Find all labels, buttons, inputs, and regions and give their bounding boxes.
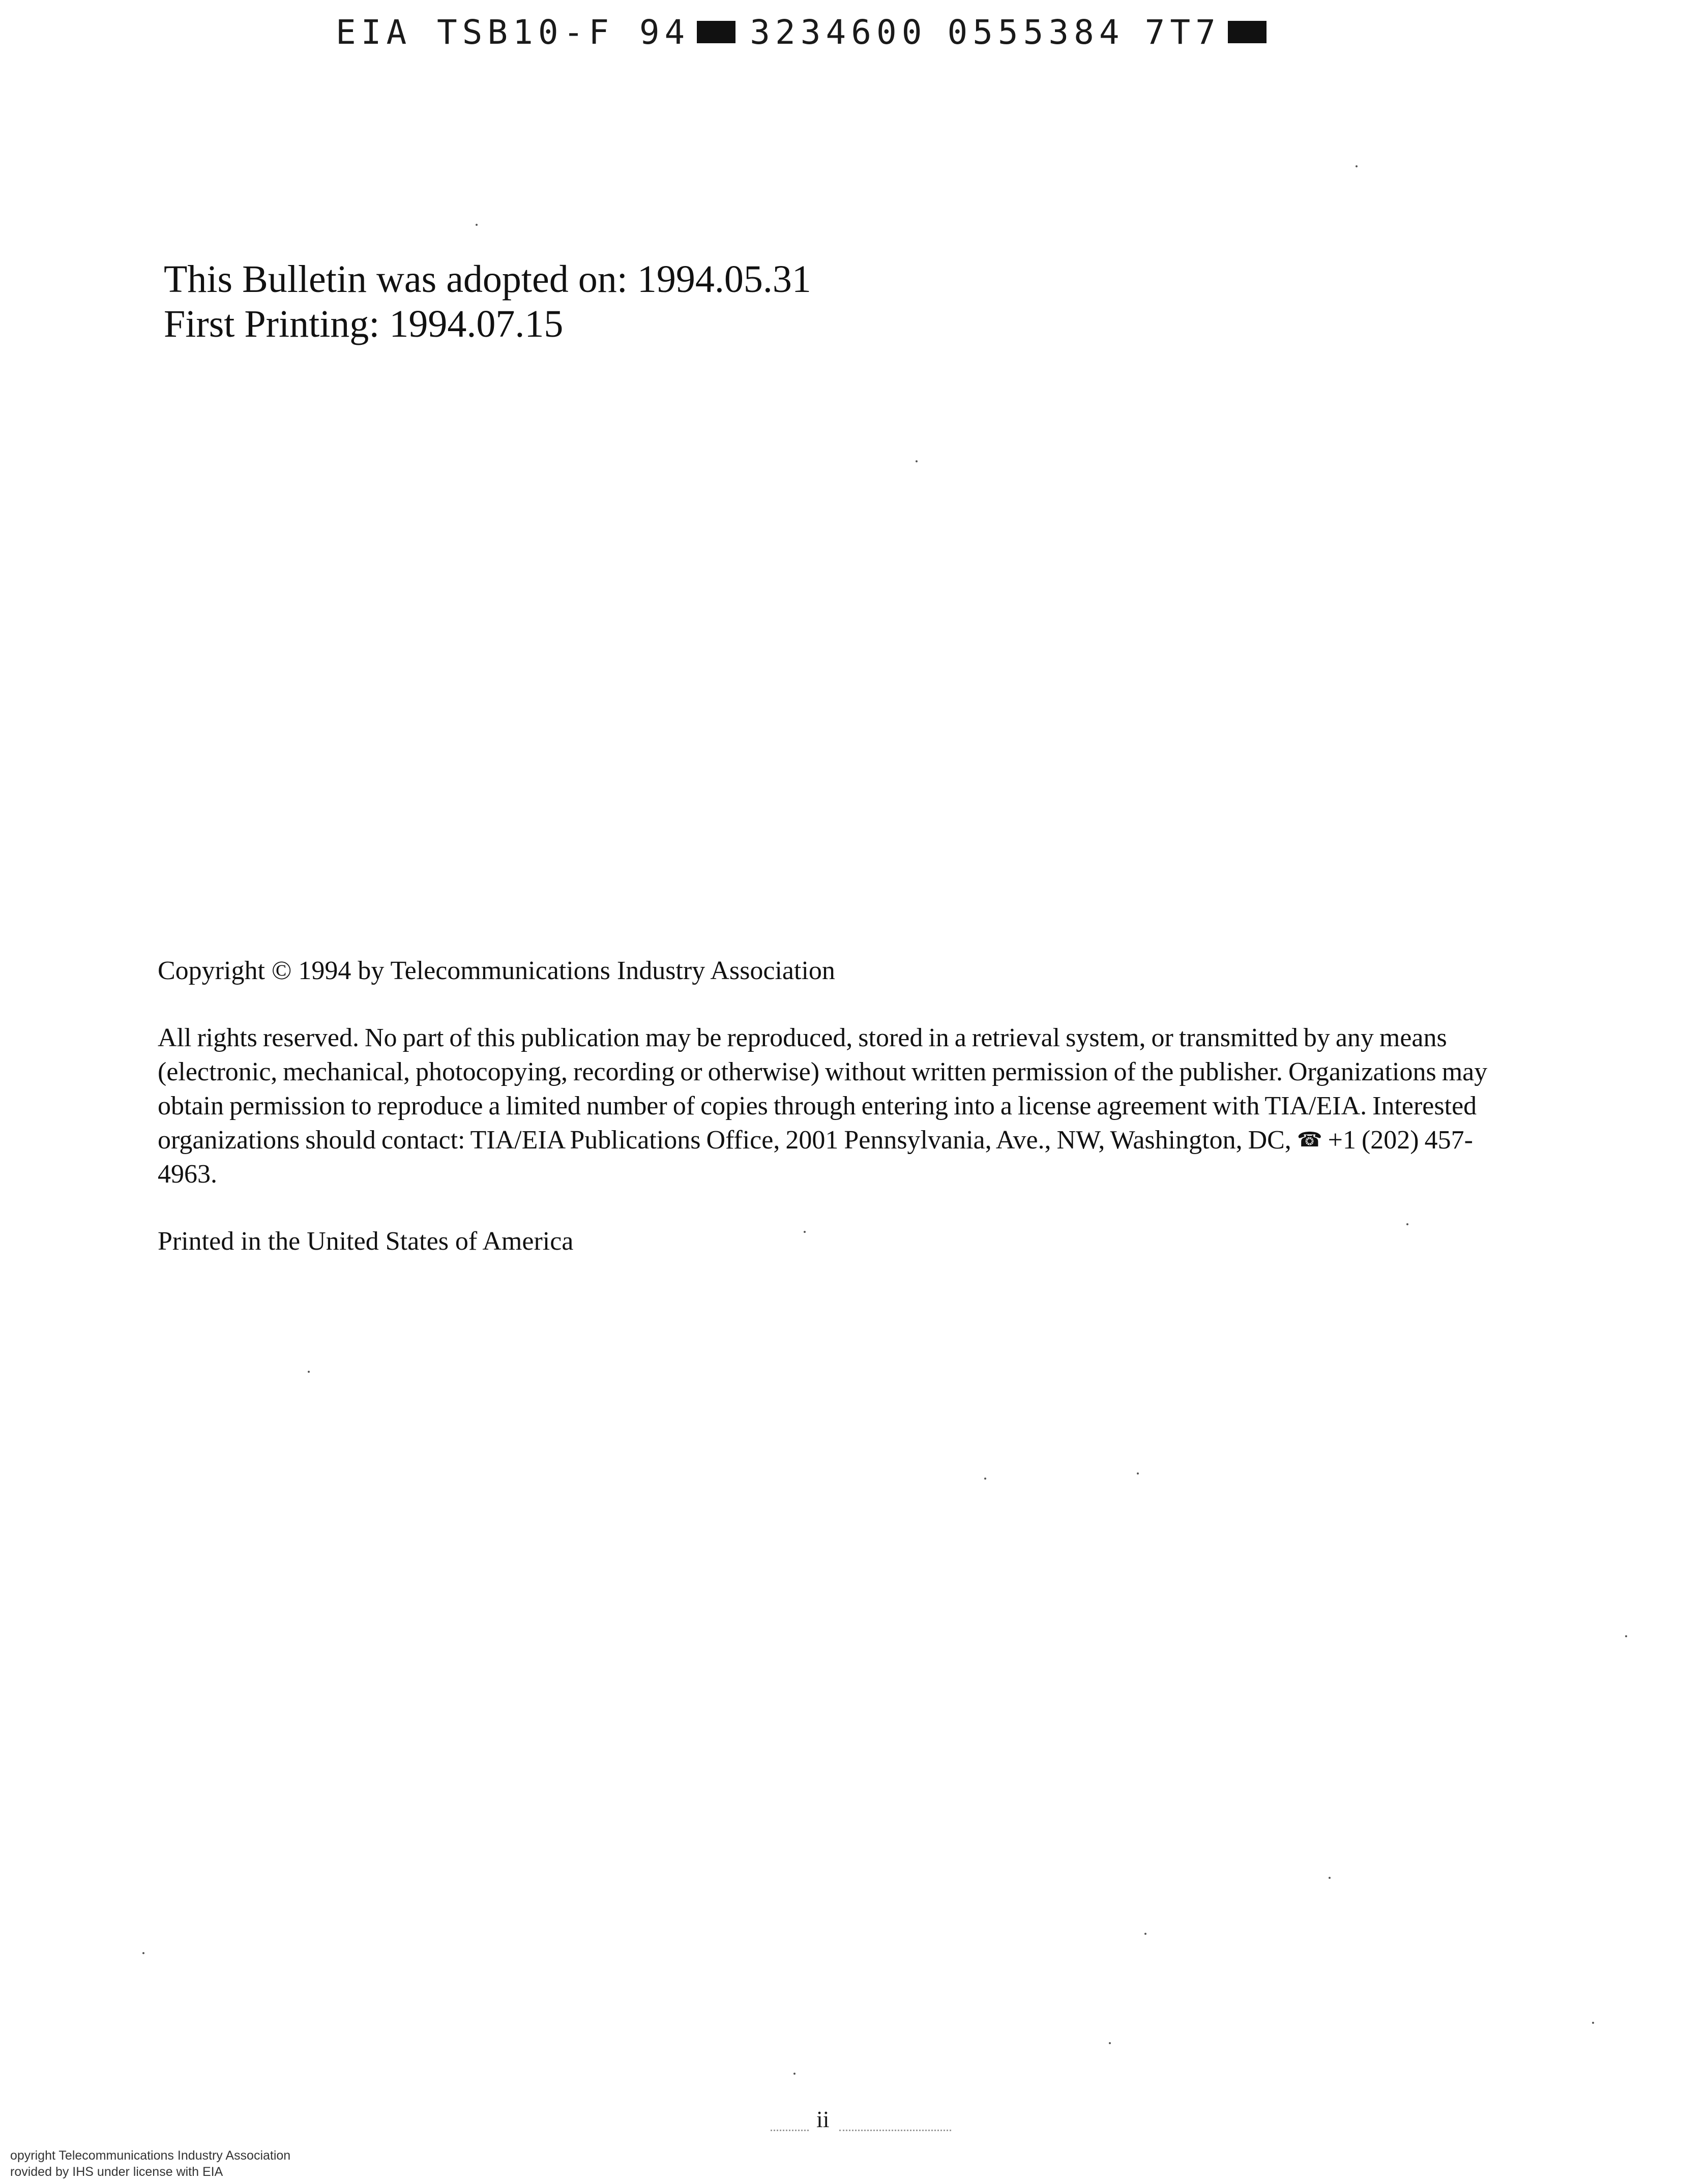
scan-speck xyxy=(1109,2042,1111,2044)
phone-number: +1 (202) 457-4963. xyxy=(158,1126,1473,1189)
scan-speck xyxy=(793,2073,796,2075)
footer-line-1: opyright Telecommunications Industry Association xyxy=(10,2148,291,2163)
document-code: EIA TSB10-F 94 xyxy=(336,12,690,52)
header-barcode-line xyxy=(336,9,1281,55)
scan-speck xyxy=(142,1952,144,1954)
copyright-line: Copyright © 1994 by Telecommunications Industry Association xyxy=(158,956,835,985)
scan-speck xyxy=(1356,165,1358,167)
scan-speck xyxy=(1144,1933,1146,1935)
serial-number-2: 0555384 xyxy=(947,12,1125,52)
serial-number-3: 7T7 xyxy=(1144,12,1221,52)
scan-speck xyxy=(476,224,478,226)
first-printing-date: First Printing: 1994.07.15 xyxy=(164,303,564,345)
scan-speck xyxy=(308,1371,310,1373)
footer-notice xyxy=(10,2147,290,2180)
scan-artifact-dots xyxy=(771,2130,809,2131)
page-number: ii xyxy=(816,2106,830,2132)
adopted-date: This Bulletin was adopted on: 1994.05.31 xyxy=(164,258,811,301)
scan-speck xyxy=(1406,1223,1408,1225)
bulletin-dates xyxy=(164,257,811,346)
scan-speck xyxy=(916,460,918,462)
rights-paragraph xyxy=(158,1021,1521,1191)
footer-line-2: rovided by IHS under license with EIA xyxy=(10,2165,223,2179)
serial-number-1: 3234600 xyxy=(750,12,927,52)
barcode-block-icon xyxy=(1228,21,1267,43)
scan-speck xyxy=(1592,2022,1594,2024)
copyright-section xyxy=(158,954,1521,1258)
rights-text: All rights reserved. No part of this publication may be reproduced, stored in a retrieval system, or transmitted by any means (electronic, mechanical, photocopying, recording or otherwise) without written permission of the publisher. Organizations may obtain permission to reproduce a limited number of copies through entering into a license agreement with TIA/EIA. Interested organizations should contact: TIA/EIA Publications Office, 2001 Pennsylvania, Ave., NW, Washington, DC, xyxy=(158,1023,1488,1155)
scan-speck xyxy=(1137,1472,1139,1475)
scan-speck xyxy=(804,1231,806,1233)
scan-artifact-dots xyxy=(839,2130,951,2131)
barcode-block-icon xyxy=(697,21,735,43)
scan-speck xyxy=(1329,1877,1331,1879)
scan-speck xyxy=(1625,1635,1627,1637)
scan-speck xyxy=(984,1478,986,1480)
telephone-icon: ☎ xyxy=(1297,1128,1322,1152)
printed-in: Printed in the United States of America xyxy=(158,1227,574,1256)
